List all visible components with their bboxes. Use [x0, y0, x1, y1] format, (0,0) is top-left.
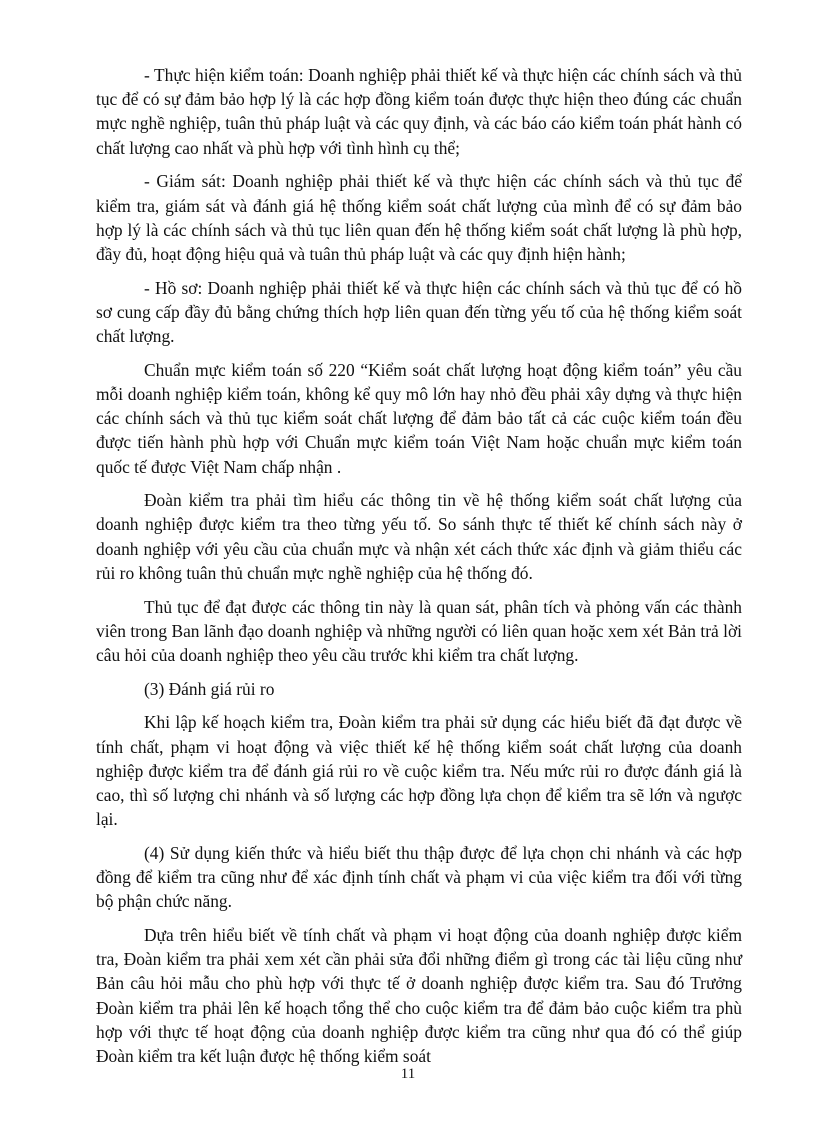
paragraph-giam-sat: - Giám sát: Doanh nghiệp phải thiết kế và thực hiện các chính sách và thủ tục để kiểm tra, giám sát và đánh giá hệ thống kiểm soát chất lượng của mình để có sự đảm bảo hợp lý là các chính sách và thủ tục liên quan đến hệ thống kiểm soát chất lượng là phù hợp, đầy đủ, hoạt động hiệu quả và tuân thủ pháp luật và các quy định hiện hành;	[96, 171, 742, 264]
paragraph-chuan-muc-220: Chuẩn mực kiểm toán số 220 “Kiểm soát chất lượng hoạt động kiểm toán” yêu cầu mỗi doanh nghiệp kiểm toán, không kể quy mô lớn hay nhỏ đều phải xây dựng và thực hiện các chính sách và thủ tục kiểm soát chất lượng để đảm bảo tất cả các cuộc kiểm toán đều được tiến hành phù hợp với Chuẩn mực kiểm toán Việt Nam hoặc chuẩn mực kiểm toán quốc tế được Việt Nam chấp nhận .	[96, 359, 742, 477]
section-heading-danh-gia-rui-ro: (3) Đánh giá rủi ro	[144, 678, 275, 699]
document-body	[96, 63, 742, 1078]
paragraph-doan-kiem-tra-tim-hieu: Đoàn kiểm tra phải tìm hiểu các thông tin về hệ thống kiểm soát chất lượng của doanh nghiệp được kiểm tra theo từng yếu tố. So sánh thực tế thiết kế chính sách này ở doanh nghiệp với yêu cầu của chuẩn mực và nhận xét cách thức xác định và giảm thiểu các rủi ro không tuân thủ chuẩn mực nghề nghiệp của hệ thống đó.	[96, 490, 742, 583]
paragraph-dua-tren-hieu-biet: Dựa trên hiểu biết về tính chất và phạm vi hoạt động của doanh nghiệp được kiểm tra, Đoàn kiểm tra phải xem xét cần phải sửa đổi những điểm gì trong các tài liệu cũng như Bản câu hỏi mẫu cho phù hợp với thực tế ở doanh nghiệp được kiểm tra. Sau đó Trưởng Đoàn kiểm tra phải lên kế hoạch tổng thể cho cuộc kiểm tra để đảm bảo cuộc kiểm tra phù hợp với thực tế hoạt động của doanh nghiệp được kiểm tra cũng như qua đó có thể giúp Đoàn kiểm tra kết luận được hệ thống kiểm soát	[96, 925, 742, 1067]
paragraph-thuc-hien-kiem-toan: - Thực hiện kiểm toán: Doanh nghiệp phải thiết kế và thực hiện các chính sách và thủ tục để có sự đảm bảo hợp lý là các hợp đồng kiểm toán được thực hiện theo đúng các chuẩn mực nghề nghiệp, tuân thủ pháp luật và các quy định, và các báo cáo kiểm toán phát hành có chất lượng cao nhất và phù hợp với tình hình cụ thể;	[96, 65, 742, 158]
paragraph-su-dung-kien-thuc: (4) Sử dụng kiến thức và hiểu biết thu thập được để lựa chọn chi nhánh và các hợp đồng để kiểm tra cũng như để xác định tính chất và phạm vi của việc kiểm tra đối với từng bộ phận chức năng.	[96, 842, 742, 912]
paragraph-ho-so: - Hồ sơ: Doanh nghiệp phải thiết kế và thực hiện các chính sách và thủ tục để có hồ sơ cung cấp đầy đủ bằng chứng thích hợp liên quan đến từng yếu tố của hệ thống kiểm soát chất lượng.	[96, 277, 742, 347]
paragraph-thu-tuc: Thủ tục để đạt được các thông tin này là quan sát, phân tích và phỏng vấn các thành viên trong Ban lãnh đạo doanh nghiệp và những người có liên quan hoặc xem xét Bản trả lời câu hỏi của doanh nghiệp theo yêu cầu trước khi kiểm tra chất lượng.	[96, 596, 742, 665]
paragraph-lap-ke-hoach: Khi lập kế hoạch kiểm tra, Đoàn kiểm tra phải sử dụng các hiểu biết đã đạt được về tính chất, phạm vi hoạt động và việc thiết kế hệ thống kiểm soát chất lượng của doanh nghiệp được kiểm tra để đánh giá rủi ro về cuộc kiểm tra. Nếu mức rủi ro được đánh giá là cao, thì số lượng chi nhánh và số lượng các hợp đồng lựa chọn để kiểm tra sẽ lớn và ngược lại.	[96, 712, 742, 830]
page-number: 11	[400, 1066, 416, 1082]
